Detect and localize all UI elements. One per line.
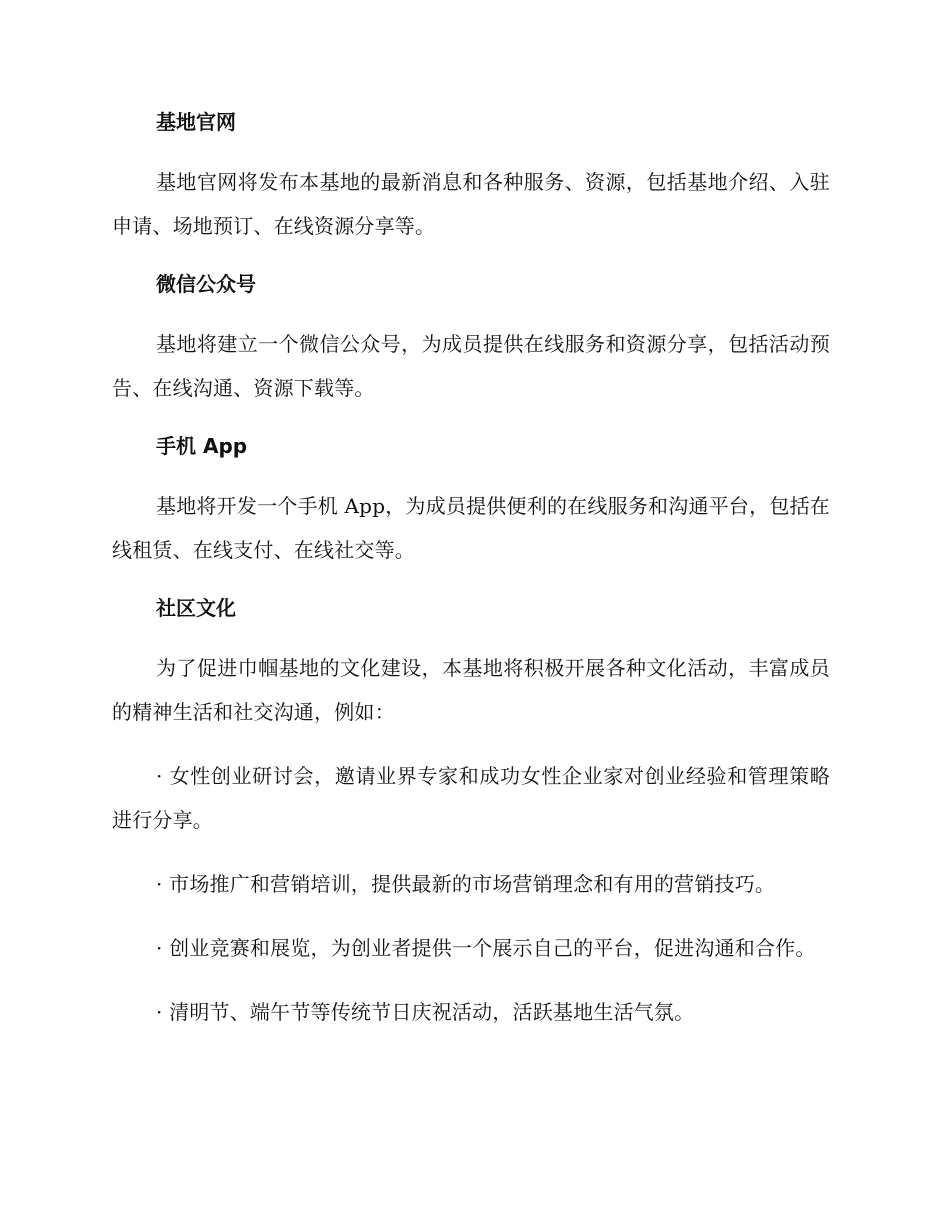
section-heading-website: 基地官网 bbox=[156, 110, 236, 134]
section-paragraph-culture: 为了促进巾帼基地的文化建设，本基地将积极开展各种文化活动，丰富成员的精神生活和社交沟通，例如： bbox=[112, 656, 830, 724]
culture-bullet-item: · 创业竞赛和展览，为创业者提供一个展示自己的平台，促进沟通和合作。 bbox=[156, 936, 816, 960]
culture-bullet-item: · 市场推广和营销培训，提供最新的市场营销理念和有用的营销技巧。 bbox=[156, 872, 776, 896]
section-heading-culture: 社区文化 bbox=[156, 596, 236, 620]
section-paragraph-app: 基地将开发一个手机 App，为成员提供便利的在线服务和沟通平台，包括在线租赁、在线支付、在线社交等。 bbox=[112, 494, 830, 562]
culture-bullet-item: · 清明节、端午节等传统节日庆祝活动，活跃基地生活气氛。 bbox=[156, 1000, 695, 1024]
section-heading-wechat: 微信公众号 bbox=[156, 272, 256, 296]
section-paragraph-wechat: 基地将建立一个微信公众号，为成员提供在线服务和资源分享，包括活动预告、在线沟通、资源下载等。 bbox=[112, 332, 830, 400]
section-paragraph-website: 基地官网将发布本基地的最新消息和各种服务、资源，包括基地介绍、入驻申请、场地预订、在线资源分享等。 bbox=[112, 170, 830, 238]
section-heading-app: 手机 App bbox=[156, 434, 248, 458]
document-content bbox=[112, 106, 830, 1054]
culture-bullet-item: · 女性创业研讨会，邀请业界专家和成功女性企业家对创业经验和管理策略进行分享。 bbox=[112, 764, 830, 832]
